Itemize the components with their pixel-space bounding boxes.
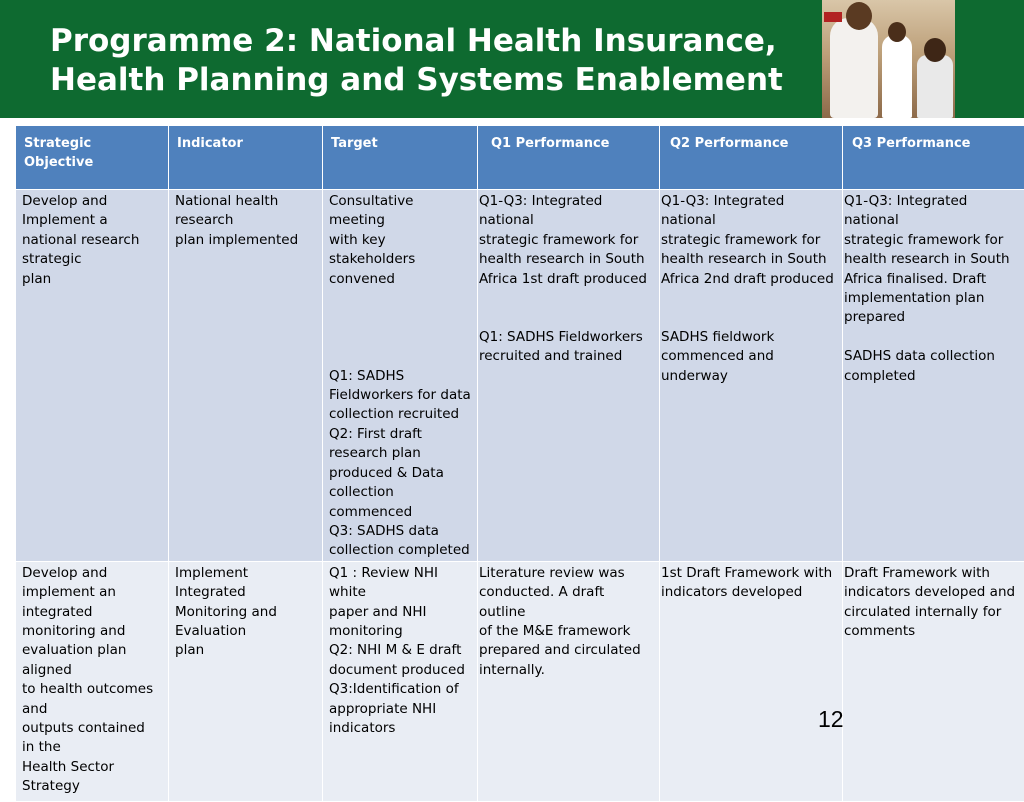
column-header-q3: Q3 Performance — [843, 126, 1024, 190]
column-header-indicator: Indicator — [169, 126, 323, 190]
table-row — [16, 561, 1024, 801]
title-line-2: Health Planning and Systems Enablement — [50, 61, 810, 100]
cell-objective: Develop and implement an integrated monitoring and evaluation plan aligned to health outcomes and outputs contained in the Health Sector Strategy — [16, 561, 169, 801]
column-header-q1: Q1 Performance — [478, 126, 660, 190]
table-row — [16, 190, 1024, 562]
performance-table — [15, 125, 1024, 802]
cell-q2: Q1-Q3: Integrated national strategic framework for health research in South Africa 2nd draft produced SADHS fieldwork commenced and underway — [660, 190, 843, 562]
cell-indicator: Implement Integrated Monitoring and Evaluation plan — [169, 561, 323, 801]
cell-indicator: National health research plan implemented — [169, 190, 323, 562]
slide-header — [0, 0, 1024, 118]
cell-q3: Draft Framework with indicators developed and circulated internally for comments — [843, 561, 1024, 801]
cell-q3: Q1-Q3: Integrated national strategic framework for health research in South Africa finalised. Draft implementation plan prepared SADHS data collection completed — [843, 190, 1024, 562]
column-header-target: Target — [323, 126, 478, 190]
cell-q1: Q1-Q3: Integrated national strategic framework for health research in South Africa 1st draft produced Q1: SADHS Fieldworkers recruited and trained — [478, 190, 660, 562]
slide-title — [50, 22, 810, 100]
cell-objective: Develop and Implement a national research strategic plan — [16, 190, 169, 562]
cell-target: Consultative meeting with key stakeholders convened Q1: SADHS Fieldworkers for data collection recruited Q2: First draft research plan produced & Data collection commenced Q3: SADHS data collection completed — [323, 190, 478, 562]
column-header-objective: Strategic Objective — [16, 126, 169, 190]
header-photo — [822, 0, 955, 118]
cell-q2: 1st Draft Framework with indicators developed — [660, 561, 843, 801]
title-line-1: Programme 2: National Health Insurance, — [50, 22, 810, 61]
page-number: 12 — [818, 706, 844, 733]
column-header-q2: Q2 Performance — [660, 126, 843, 190]
cell-q1: Literature review was conducted. A draft outline of the M&E framework prepared and circulated internally. — [478, 561, 660, 801]
cell-target: Q1 : Review NHI white paper and NHI monitoring Q2: NHI M & E draft document produced Q3:Identification of appropriate NHI indicators — [323, 561, 478, 801]
table-header-row — [16, 126, 1024, 190]
